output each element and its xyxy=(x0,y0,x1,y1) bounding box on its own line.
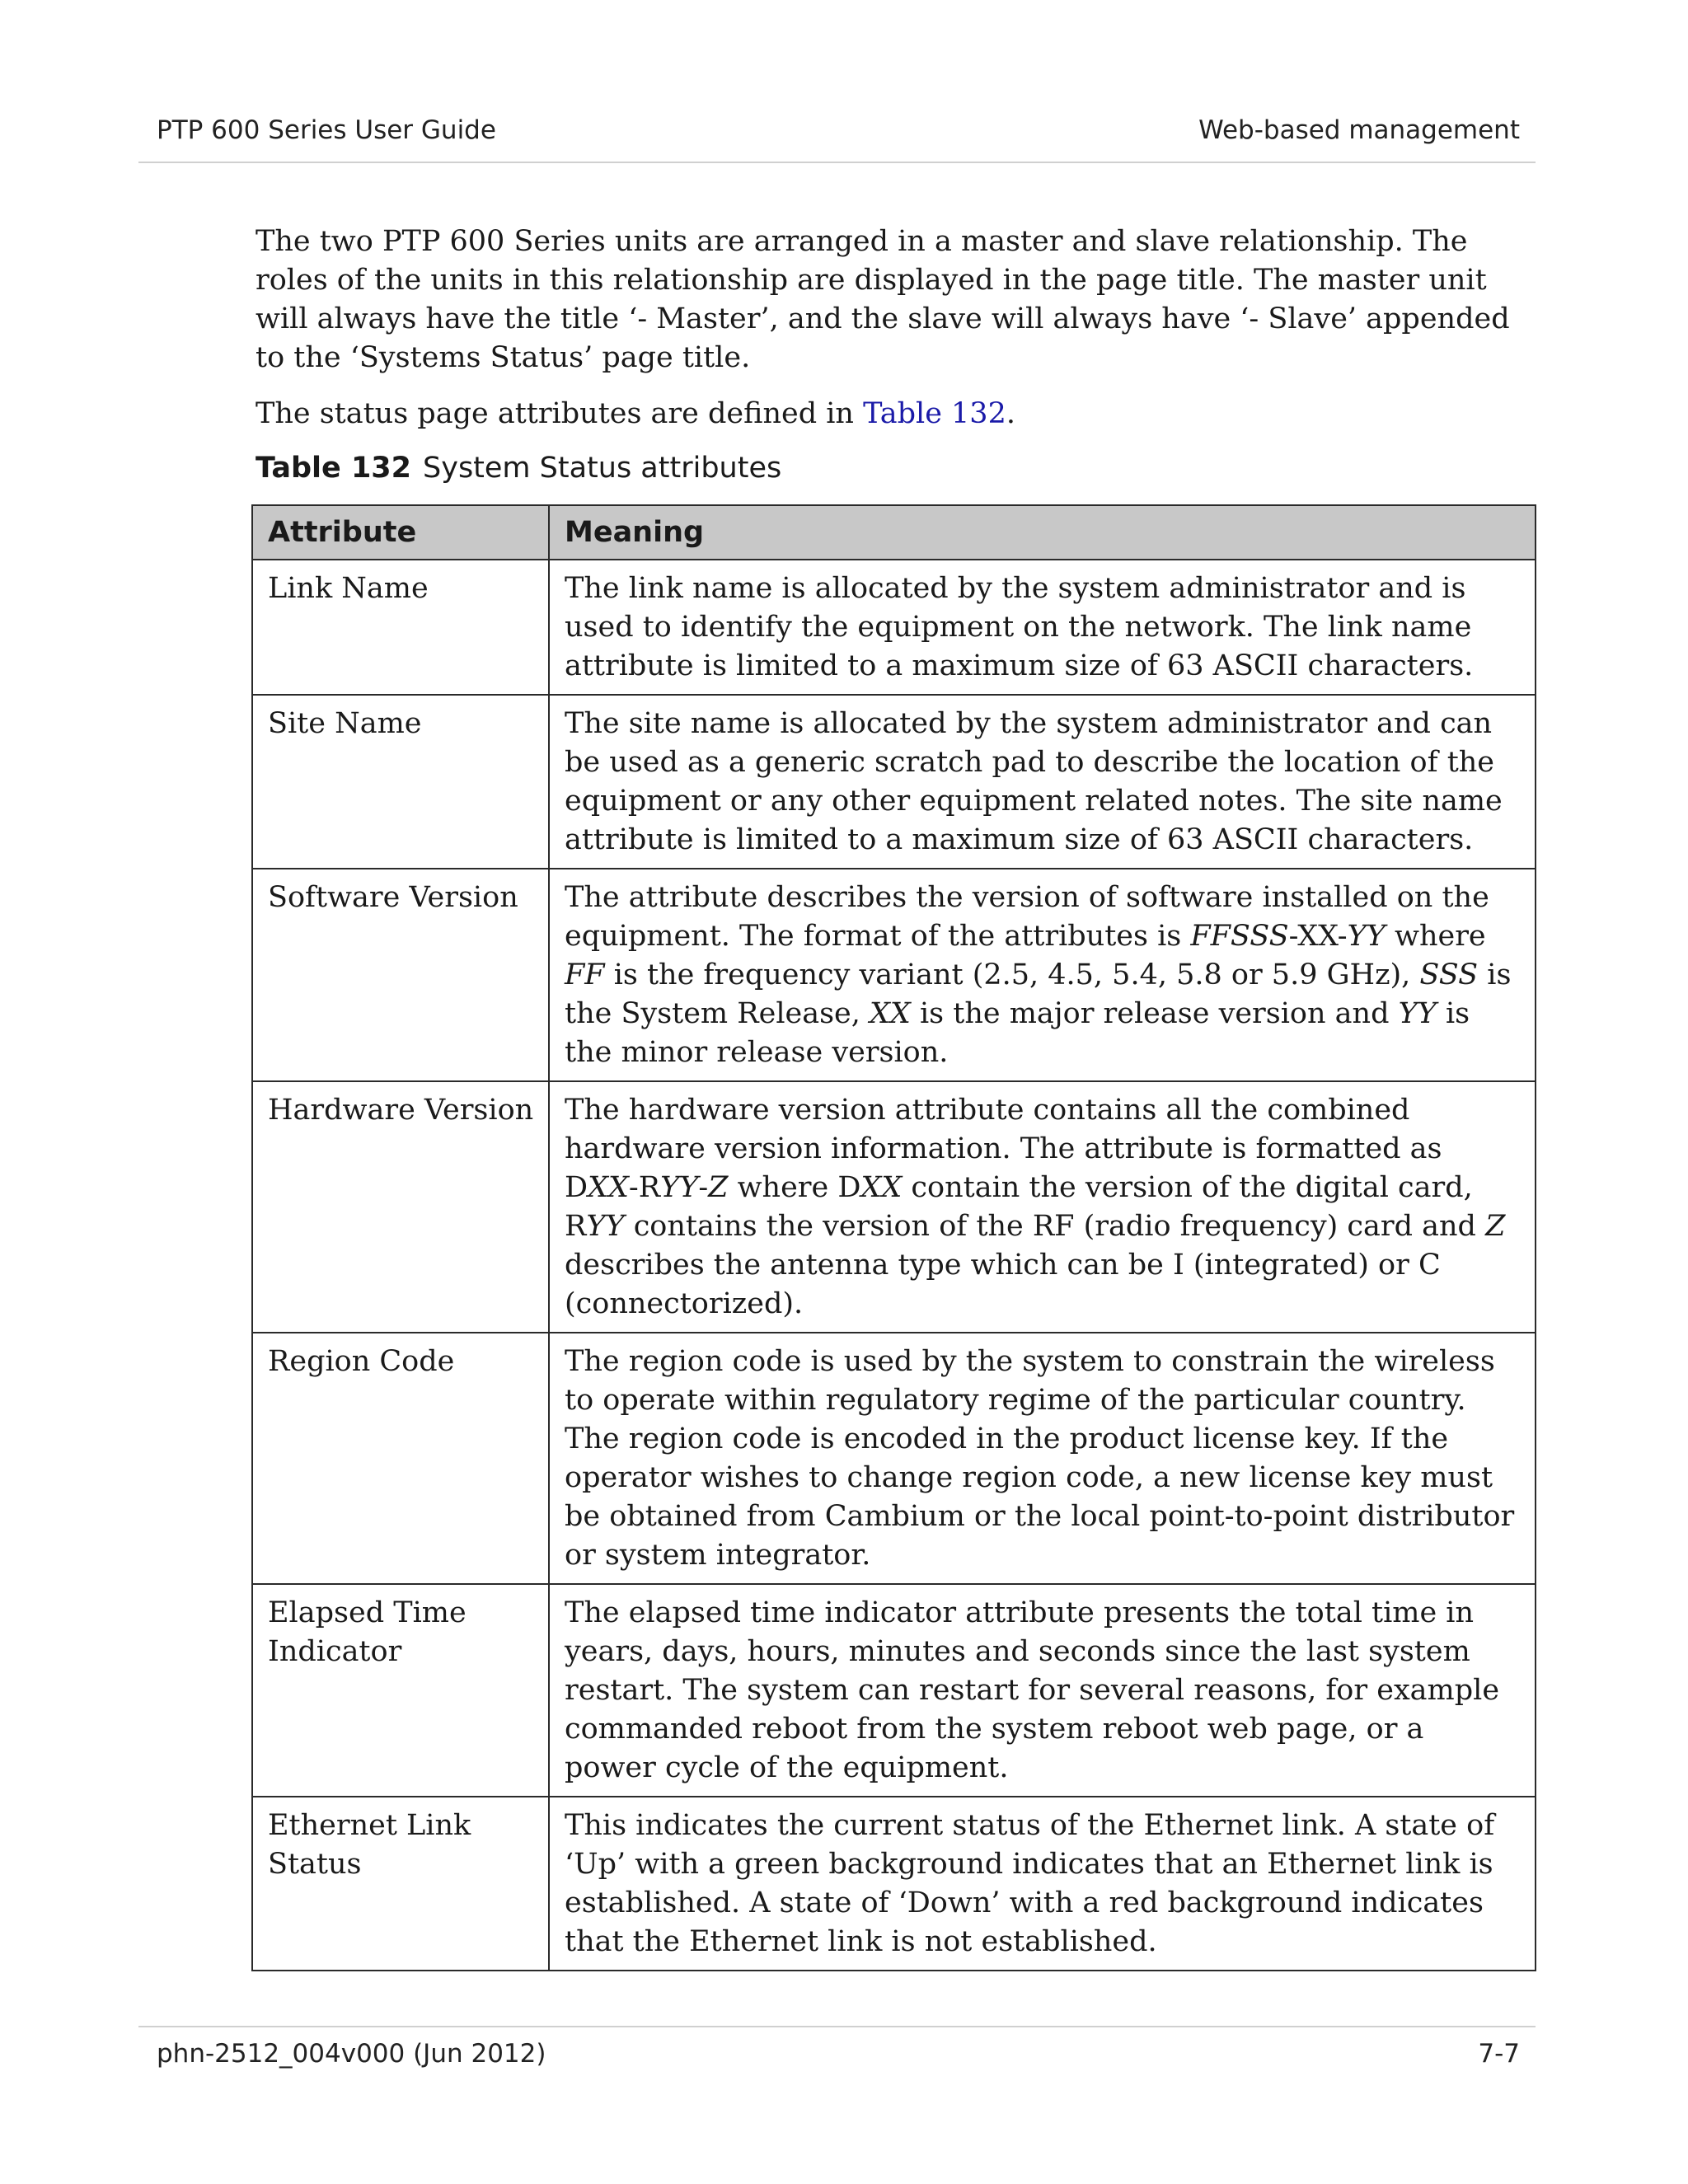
meaning-cell: The hardware version attribute contains all the combined hardware version information. The attribute is formatted as DXX-RYY-Z where DXX contain the version of the digital card, RYY contains the version of the RF (radio frequency) card and Z describes the antenna type which can be I (integrated) or C (connectorized). xyxy=(549,1081,1536,1333)
italic-term: YY xyxy=(660,1171,699,1204)
attribute-cell: Elapsed Time Indicator xyxy=(252,1584,549,1797)
meaning-cell: The region code is used by the system to constrain the wireless to operate within regulatory regime of the particular country. The region code is encoded in the product license key. If the operator wishes to change region code, a new license key must be obtained from Cambium or the local point-to-point distributor or system integrator. xyxy=(549,1333,1536,1584)
column-header-meaning: Meaning xyxy=(549,505,1536,560)
table-row xyxy=(252,869,1536,1081)
meaning-cell: The attribute describes the version of software installed on the equipment. The format of the attributes is FFSSS-XX-YY where FF is the frequency variant (2.5, 4.5, 5.4, 5.8 or 5.9 GHz), SSS is the System Release, XX is the major release version and YY is the minor release version. xyxy=(549,869,1536,1081)
italic-term: Z xyxy=(1485,1210,1506,1243)
header-document-title: PTP 600 Series User Guide xyxy=(157,115,496,145)
table-row xyxy=(252,560,1536,695)
table-row xyxy=(252,695,1536,869)
italic-term: FF xyxy=(565,958,605,991)
column-header-attribute: Attribute xyxy=(252,505,549,560)
intro-text: The status page attributes are defined in xyxy=(256,397,864,430)
table-row xyxy=(252,1797,1536,1971)
table-132-link[interactable]: Table 132 xyxy=(863,397,1006,430)
intro-paragraph-2: The status page attributes are defined in Table 132. xyxy=(256,397,1015,430)
italic-term: SSS xyxy=(1419,958,1479,991)
italic-term: FFSSS xyxy=(1190,920,1289,953)
header-divider xyxy=(138,162,1536,163)
table-row xyxy=(252,1584,1536,1797)
attribute-cell: Region Code xyxy=(252,1333,549,1584)
system-status-attributes-table xyxy=(251,504,1536,1971)
table-caption-title: System Status attributes xyxy=(423,452,782,485)
italic-term: YY xyxy=(1398,997,1437,1030)
attribute-cell: Ethernet Link Status xyxy=(252,1797,549,1971)
italic-term: XX xyxy=(870,997,911,1030)
table-row xyxy=(252,1333,1536,1584)
table-caption-label: Table 132 xyxy=(256,452,412,485)
attribute-cell: Hardware Version xyxy=(252,1081,549,1333)
table-caption xyxy=(256,452,781,485)
table-header-row xyxy=(252,505,1536,560)
footer-divider xyxy=(138,2026,1536,2027)
meaning-cell: The link name is allocated by the system administrator and is used to identify the equipment on the network. The link name attribute is limited to a maximum size of 63 ASCII characters. xyxy=(549,560,1536,695)
attribute-cell: Site Name xyxy=(252,695,549,869)
meaning-cell: The elapsed time indicator attribute presents the total time in years, days, hours, minutes and seconds since the last system restart. The system can restart for several reasons, for example commanded reboot from the system reboot web page, or a power cycle of the equipment. xyxy=(549,1584,1536,1797)
header-section-title: Web-based management xyxy=(1198,115,1520,145)
meaning-cell: This indicates the current status of the Ethernet link. A state of ‘Up’ with a green background indicates that an Ethernet link is established. A state of ‘Down’ with a red background indicates that the Ethernet link is not established. xyxy=(549,1797,1536,1971)
italic-term: Z xyxy=(708,1171,729,1204)
intro-paragraph-1: The two PTP 600 Series units are arranged in a master and slave relationship. The roles of the units in this relationship are displayed in the page title. The master unit will always have the title ‘- Master’, and the slave will always have ‘- Slave’ appended to the ‘Systems Status’ page title. xyxy=(256,225,1510,374)
attribute-cell: Link Name xyxy=(252,560,549,695)
italic-term: YY xyxy=(1347,920,1386,953)
page-number: 7-7 xyxy=(1478,2039,1520,2069)
page-footer xyxy=(157,2039,1520,2069)
italic-term: XX xyxy=(588,1171,629,1204)
meaning-cell: The site name is allocated by the system administrator and can be used as a generic scratch pad to describe the location of the equipment or any other equipment related notes. The site name attribute is limited to a maximum size of 63 ASCII characters. xyxy=(549,695,1536,869)
page-header xyxy=(157,115,1520,145)
italic-term: YY xyxy=(586,1210,625,1243)
attribute-cell: Software Version xyxy=(252,869,549,1081)
table-row xyxy=(252,1081,1536,1333)
document-id: phn-2512_004v000 (Jun 2012) xyxy=(157,2039,546,2069)
italic-term: XX xyxy=(860,1171,903,1204)
